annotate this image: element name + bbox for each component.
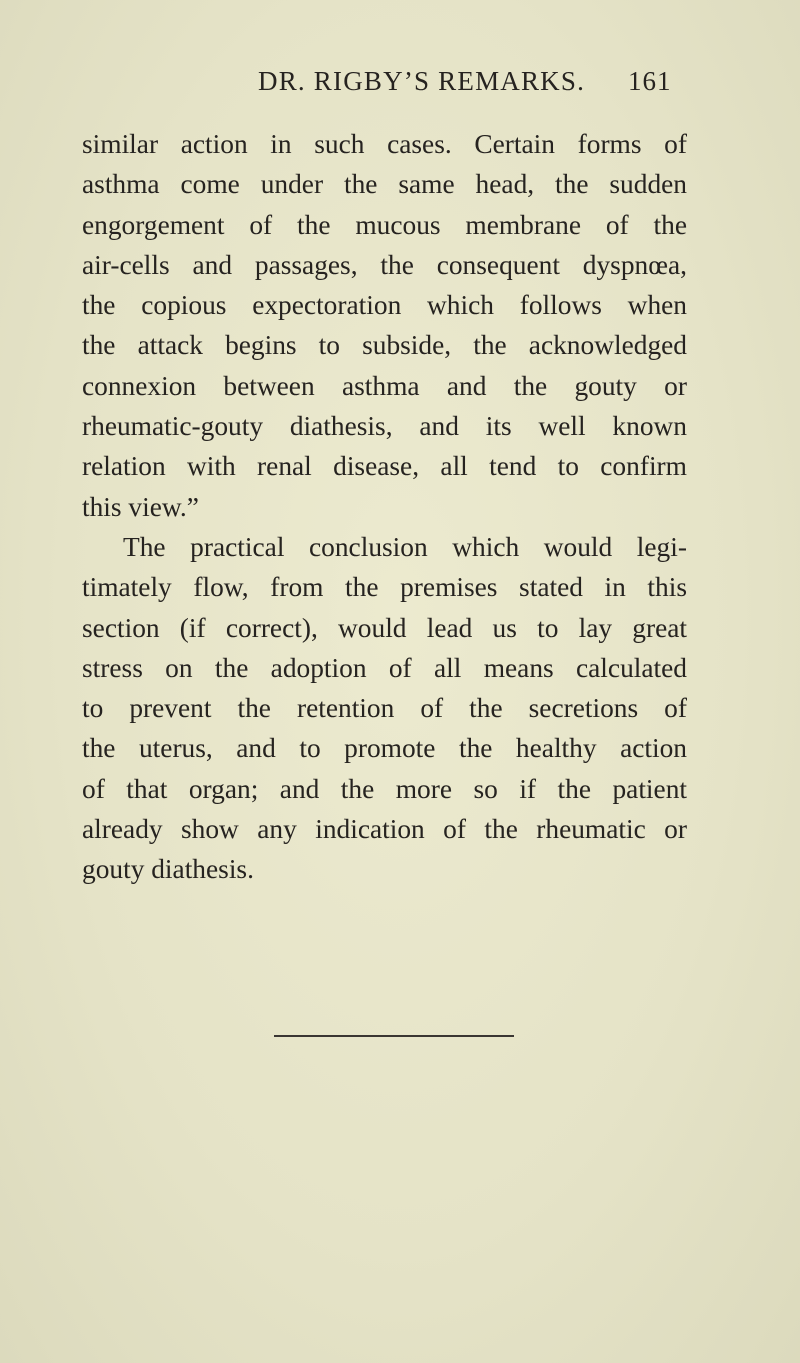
- paragraph-start-line: The practical conclusion which would legi-: [123, 531, 687, 562]
- text-line: this view.”: [82, 491, 199, 522]
- text-line: the attack begins to subside, the acknowledged: [82, 330, 687, 361]
- page-number: 161: [628, 66, 672, 96]
- text-line: timately flow, from the premises stated in this: [82, 572, 687, 603]
- text-line: connexion between asthma and the gouty or: [82, 370, 687, 401]
- text-line: to prevent the retention of the secretions of: [82, 693, 687, 724]
- text-line: the copious expectoration which follows when: [82, 290, 687, 321]
- text-line: air-cells and passages, the consequent dyspnœa,: [82, 249, 687, 280]
- text-line: asthma come under the same head, the sudden: [82, 169, 687, 200]
- body-text: [82, 124, 687, 890]
- text-line: already show any indication of the rheumatic or: [82, 814, 687, 845]
- text-line: section (if correct), would lead us to lay great: [82, 612, 687, 643]
- section-divider-rule: [274, 1035, 514, 1037]
- text-line: engorgement of the mucous membrane of the: [82, 209, 687, 240]
- text-line: relation with renal disease, all tend to confirm: [82, 451, 687, 482]
- running-head: [0, 66, 800, 106]
- text-line: stress on the adoption of all means calculated: [82, 652, 687, 683]
- text-line: gouty diathesis.: [82, 854, 254, 885]
- text-line: the uterus, and to promote the healthy action: [82, 733, 687, 764]
- running-title: DR. RIGBY’S REMARKS.: [258, 66, 586, 96]
- text-line: rheumatic-gouty diathesis, and its well known: [82, 411, 687, 442]
- text-line: similar action in such cases. Certain forms of: [82, 129, 687, 159]
- text-line: of that organ; and the more so if the patient: [82, 773, 687, 804]
